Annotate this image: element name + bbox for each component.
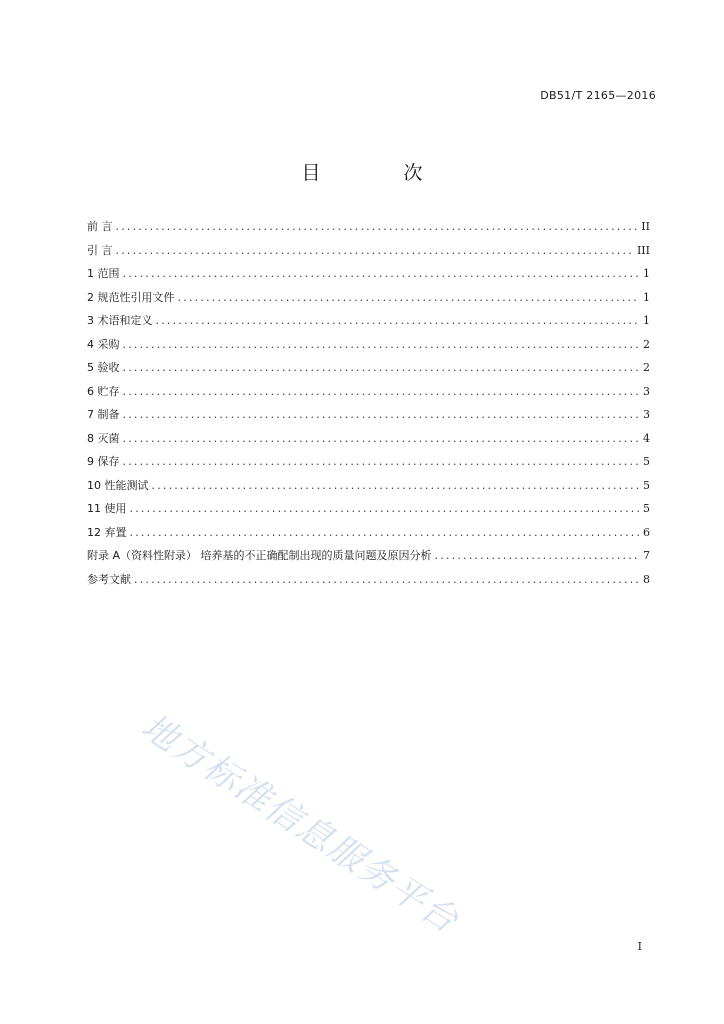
toc-entry-label: 12 弃置 <box>87 525 127 539</box>
toc-entry-page: 2 <box>643 361 650 374</box>
toc-leader-dots <box>123 407 640 423</box>
toc-entry-page: 5 <box>643 502 650 515</box>
toc-entry-page: III <box>636 243 650 257</box>
toc-leader-dots <box>152 478 640 494</box>
toc-leader-dots <box>123 360 640 376</box>
toc-entry-acceptance[interactable] <box>87 360 650 384</box>
watermark: 地方标准信息服务平台 <box>133 706 466 942</box>
toc-entry-label: 9 保存 <box>87 455 120 468</box>
toc-entry-storage[interactable] <box>87 384 650 408</box>
toc-entry-performance-test[interactable] <box>87 478 650 502</box>
toc-entry-label: 引 言 <box>87 243 113 257</box>
toc-entry-label: 3 术语和定义 <box>87 314 153 327</box>
toc-entry-label: 4 采购 <box>87 337 120 351</box>
toc-entry-page: 3 <box>643 384 650 398</box>
toc-entry-page: 5 <box>643 455 650 468</box>
page-number: I <box>637 940 642 953</box>
toc-entry-label: 前 言 <box>87 220 113 233</box>
toc-entry-terms-definitions[interactable] <box>87 313 650 337</box>
toc-entry-page: 4 <box>643 431 650 445</box>
toc-entry-label: 附录 A（资料性附录） 培养基的不正确配制出现的质量问题及原因分析 <box>87 549 432 562</box>
toc-leader-dots <box>123 454 640 470</box>
toc-entry-appendix-a[interactable] <box>87 548 650 572</box>
toc-entry-introduction[interactable] <box>87 243 650 267</box>
toc-entry-foreword[interactable] <box>87 219 650 243</box>
toc-title: 目 次 <box>301 162 455 184</box>
toc-leader-dots <box>116 243 633 259</box>
toc-entry-procurement[interactable] <box>87 337 650 361</box>
toc-leader-dots <box>130 525 640 541</box>
toc-entry-sterilization[interactable] <box>87 431 650 455</box>
toc-entry-label: 6 贮存 <box>87 384 120 398</box>
toc-entry-page: 8 <box>643 572 650 586</box>
toc-entry-page: 5 <box>643 478 650 492</box>
toc-entry-label: 7 制备 <box>87 408 120 421</box>
toc-leader-dots <box>123 384 640 400</box>
toc-entry-label: 2 规范性引用文件 <box>87 290 175 304</box>
toc-leader-dots <box>116 219 638 235</box>
toc-entry-label: 8 灭菌 <box>87 431 120 445</box>
toc-entry-disposal[interactable] <box>87 525 650 549</box>
toc-entry-page: 1 <box>643 267 650 280</box>
toc-leader-dots <box>123 431 640 447</box>
toc-entry-preparation[interactable] <box>87 407 650 431</box>
toc-entry-page: 7 <box>643 549 650 562</box>
toc-entry-preservation[interactable] <box>87 454 650 478</box>
table-of-contents <box>87 219 650 595</box>
toc-entry-label: 5 验收 <box>87 361 120 374</box>
toc-entry-page: 1 <box>643 314 650 327</box>
toc-leader-dots <box>130 501 640 517</box>
toc-leader-dots <box>178 290 640 306</box>
toc-leader-dots <box>134 572 639 588</box>
toc-entry-label: 参考文献 <box>87 572 131 586</box>
toc-leader-dots <box>156 313 640 329</box>
toc-leader-dots <box>123 266 640 282</box>
toc-entry-page: 3 <box>643 408 650 421</box>
toc-entry-label: 10 性能测试 <box>87 478 149 492</box>
toc-entry-page: 1 <box>643 290 650 304</box>
toc-entry-label: 11 使用 <box>87 502 127 515</box>
toc-entry-usage[interactable] <box>87 501 650 525</box>
toc-entry-normative-references[interactable] <box>87 290 650 314</box>
toc-entry-references[interactable] <box>87 572 650 596</box>
toc-entry-page: 6 <box>643 525 650 539</box>
toc-leader-dots <box>123 337 640 353</box>
toc-entry-page: 2 <box>643 337 650 351</box>
toc-leader-dots <box>435 548 639 564</box>
toc-entry-page: II <box>641 220 650 233</box>
toc-entry-scope[interactable] <box>87 266 650 290</box>
standard-number: DB51/T 2165—2016 <box>540 89 656 102</box>
toc-entry-label: 1 范围 <box>87 267 120 280</box>
